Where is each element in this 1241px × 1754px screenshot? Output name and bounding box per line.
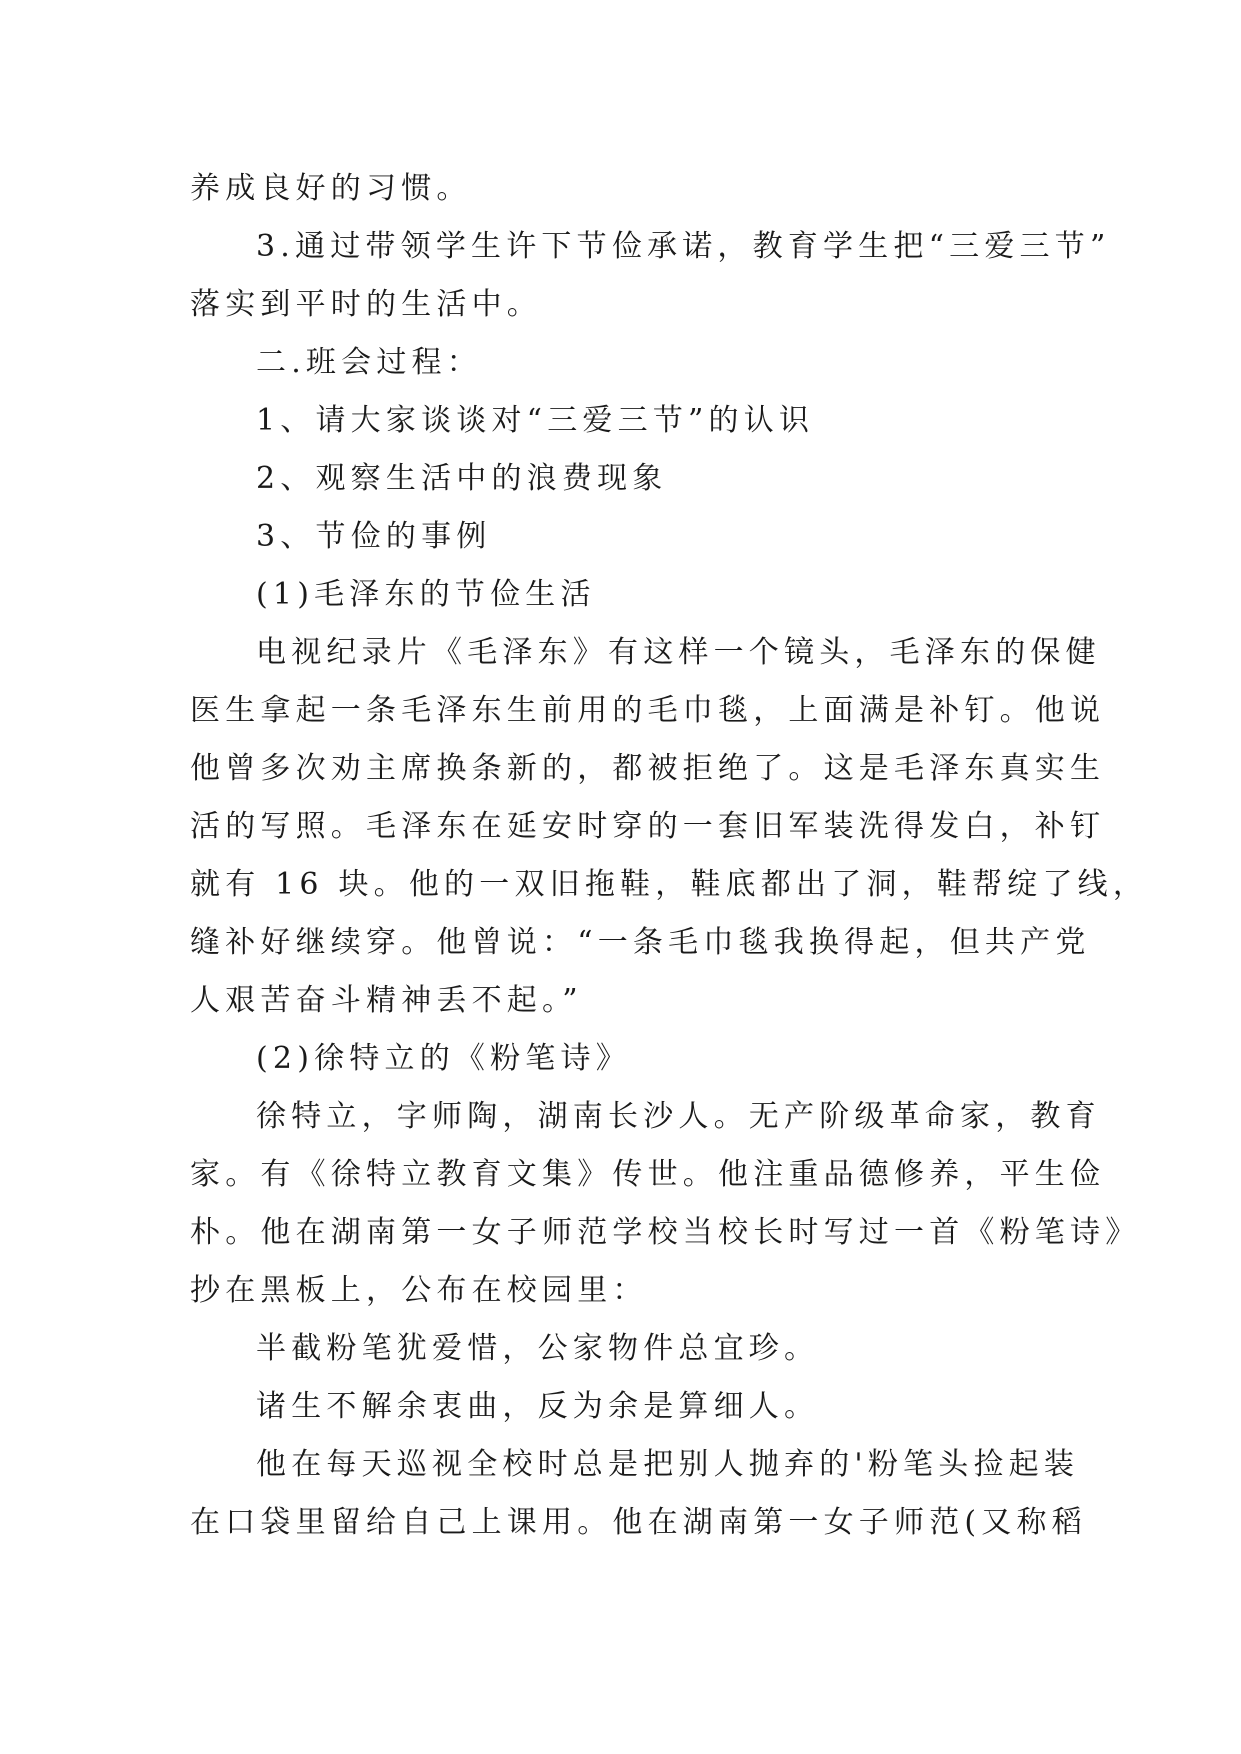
text-line: 医生拿起一条毛泽东生前用的毛巾毯，上面满是补钉。他说 <box>190 693 1106 728</box>
text-line: 朴。他在湖南第一女子师范学校当校长时写过一首《粉笔诗》 <box>190 1215 1141 1250</box>
text-line: 落实到平时的生活中。 <box>190 287 542 322</box>
text-line: 活的写照。毛泽东在延安时穿的一套旧军装洗得发白，补钉 <box>190 809 1106 844</box>
list-item: 2、观察生活中的浪费现象 <box>256 461 668 496</box>
text-line: 家。有《徐特立教育文集》传世。他注重品德修养，平生俭 <box>190 1157 1106 1192</box>
subsection-heading: (1)毛泽东的节俭生活 <box>256 577 596 612</box>
text-line: 他曾多次劝主席换条新的，都被拒绝了。这是毛泽东真实生 <box>190 751 1106 786</box>
list-item: 1、请大家谈谈对“三爱三节”的认识 <box>256 403 815 438</box>
text-line: 徐特立，字师陶，湖南长沙人。无产阶级革命家，教育 <box>256 1099 1101 1134</box>
text-line: 他在每天巡视全校时总是把别人抛弃的'粉笔头捡起装 <box>256 1447 1080 1482</box>
text-line: 在口袋里留给自己上课用。他在湖南第一女子师范(又称稻 <box>190 1505 1087 1540</box>
text-line: 人艰苦奋斗精神丢不起。” <box>190 983 583 1018</box>
text-line: 3.通过带领学生许下节俭承诺，教育学生把“三爱三节” <box>256 229 1111 264</box>
text-line: 养成良好的习惯。 <box>190 171 472 206</box>
document-body <box>190 160 1149 1552</box>
poem-line: 半截粉笔犹爱惜，公家物件总宜珍。 <box>256 1331 820 1366</box>
subsection-heading: (2)徐特立的《粉笔诗》 <box>256 1041 631 1076</box>
text-line: 就有 16 块。他的一双旧拖鞋，鞋底都出了洞，鞋帮绽了线， <box>190 867 1149 902</box>
text-line: 抄在黑板上，公布在校园里： <box>190 1273 648 1308</box>
text-line: 缝补好继续穿。他曾说：“一条毛巾毯我换得起，但共产党 <box>190 925 1091 960</box>
section-heading: 二.班会过程： <box>256 345 482 380</box>
text-line: 电视纪录片《毛泽东》有这样一个镜头，毛泽东的保健 <box>256 635 1101 670</box>
list-item: 3、节俭的事例 <box>256 519 492 554</box>
poem-line: 诸生不解余衷曲，反为余是算细人。 <box>256 1389 820 1424</box>
